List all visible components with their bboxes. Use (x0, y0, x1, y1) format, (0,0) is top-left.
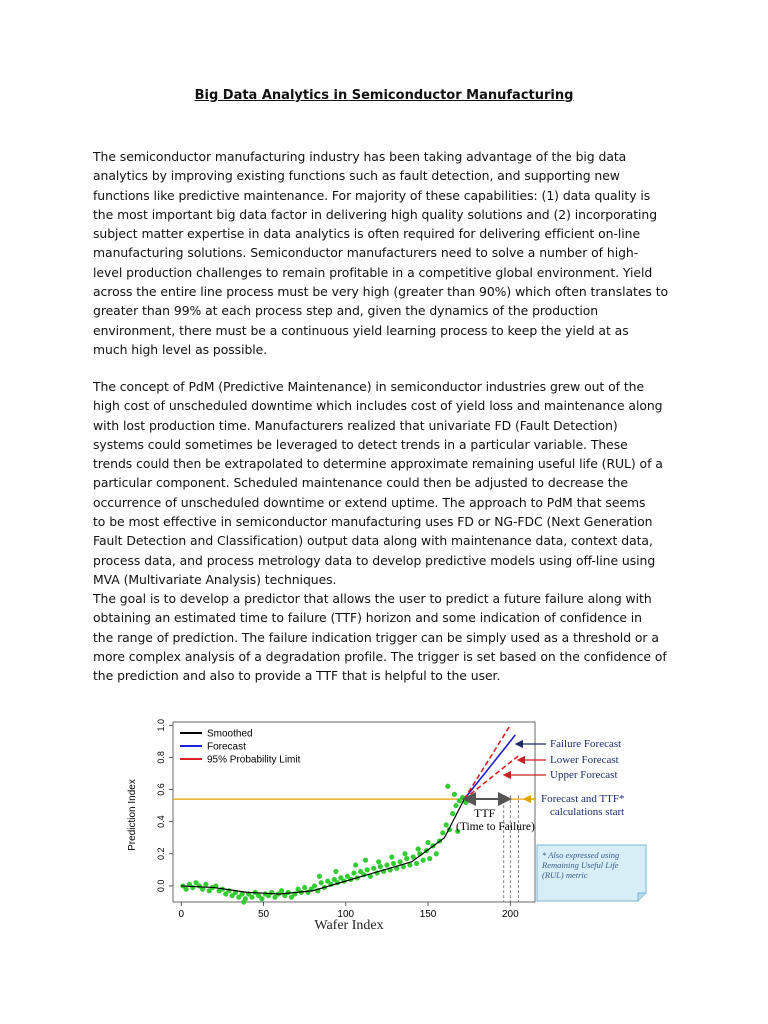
y-tick-label: 1.0 (156, 718, 166, 732)
ttf-sublabel: (Time to Failure) (456, 821, 535, 833)
rul-note-line-1: * Also expressed using (542, 850, 620, 860)
data-point (450, 811, 455, 816)
paragraph-goal (93, 589, 693, 685)
lower-forecast-label: Lower Forecast (550, 754, 619, 766)
data-point (312, 883, 317, 888)
data-point (421, 858, 426, 863)
text-line: MVA (Multivariate Analysis) techniques. (93, 571, 337, 587)
document-title: Big Data Analytics in Semiconductor Manufacturing (194, 88, 574, 103)
text-line: environment, there must be a continuous yield learning process to keep the yield at as (93, 322, 629, 338)
data-point (376, 859, 381, 864)
x-tick-label: 150 (419, 909, 437, 920)
x-tick-label: 50 (257, 909, 270, 920)
data-point (302, 885, 307, 890)
text-line: particular component. Scheduled maintenance could then be adjusted to decrease the (93, 475, 628, 491)
data-point (397, 859, 402, 864)
text-line: subject matter expertise in data analytics is often required for delivering efficient on-line (93, 226, 641, 242)
y-tick-label: 0.2 (156, 847, 166, 861)
data-point (279, 888, 284, 893)
text-line: with lost production time. Manufacturers realized that univariate FD (Fault Detection) (93, 417, 618, 433)
text-line: systems could sometimes be leveraged to detect trends in a particular variable. These (93, 436, 628, 452)
text-line: to be most effective in semiconductor manufacturing uses FD or NG-FDC (Next Generation (93, 514, 653, 530)
text-line: process data, and process metrology data to develop predictive models using off-line using (93, 552, 656, 568)
legend-label-probability: 95% Probability Limit (207, 754, 301, 766)
text-line: The concept of PdM (Predictive Maintenance) in semiconductor industries grew out of the (93, 379, 645, 394)
data-point (318, 880, 323, 885)
prediction-chart (118, 715, 658, 930)
text-line: The semiconductor manufacturing industry has been taking advantage of the big data (93, 149, 627, 164)
y-tick-label: 0.4 (156, 815, 166, 828)
text-line: trends could then be extrapolated to determine approximate remaining useful life (RUL) of a (93, 456, 663, 472)
text-line: functions like predictive maintenance. For majority of these capabilities: (1) data quality is (93, 187, 651, 203)
upper-forecast-label: Upper Forecast (550, 769, 618, 781)
rul-note-fold (638, 893, 646, 901)
data-point (391, 861, 396, 866)
data-point (378, 864, 383, 869)
text-line: analytics by improving existing functions such as fault detection, and supporting new (93, 168, 620, 184)
forecast-start-label: Forecast and TTF* (541, 793, 625, 805)
x-tick-label: 200 (501, 909, 519, 920)
text-line: obtaining an estimated time to failure (TTF) horizon and some indication of confidence in (93, 610, 642, 626)
y-tick-label: 0.6 (156, 783, 166, 796)
rul-note-line-2: Remaining Useful Life (542, 860, 619, 870)
data-point (365, 867, 370, 872)
paragraph-pdm (93, 377, 693, 589)
data-point (363, 858, 368, 863)
legend-label-forecast: Forecast (207, 741, 246, 753)
data-point (184, 887, 189, 892)
y-axis-label: Prediction Index (127, 779, 138, 851)
legend-label-smoothed: Smoothed (207, 728, 253, 740)
prediction-figure (118, 715, 658, 930)
data-point (351, 870, 356, 875)
data-point (241, 899, 246, 904)
text-line: The goal is to develop a predictor that allows the user to predict a future failure along with (93, 591, 652, 606)
text-line: level production challenges to remain profitable in a competitive global environment. Yield (93, 264, 653, 280)
data-point (389, 854, 394, 859)
data-point (402, 851, 407, 856)
data-point (416, 846, 421, 851)
data-point (452, 792, 457, 797)
failure-forecast-label: Failure Forecast (550, 738, 622, 750)
text-line: greater than 99% at each process step and, given the dynamics of the production (93, 303, 599, 319)
data-point (286, 890, 291, 895)
data-point (440, 830, 445, 835)
y-tick-label: 0.8 (156, 751, 166, 764)
text-line: across the entire line process must be very high (greater than 90%) which often translates to (93, 284, 669, 300)
data-point (353, 862, 358, 867)
data-point (445, 784, 450, 789)
x-axis-label: Wafer Index (314, 918, 384, 930)
data-point (427, 856, 432, 861)
data-point (249, 895, 254, 900)
text-line: the range of prediction. The failure indication trigger can be simply used as a threshold or a (93, 629, 659, 645)
forecast-start-label-2: calculations start (550, 806, 625, 818)
x-tick-label: 0 (178, 909, 185, 920)
text-line: more complex analysis of a degradation profile. The trigger is set based on the confidence of (93, 648, 667, 664)
data-point (259, 896, 264, 901)
data-point (434, 851, 439, 856)
data-point (203, 882, 208, 887)
data-point (190, 885, 195, 890)
paragraph-intro (93, 147, 693, 359)
text-line: manufacturing solutions. Semiconductor manufacturers need to solve a number of high- (93, 245, 639, 261)
ttf-label: TTF (474, 806, 496, 820)
data-point (317, 874, 322, 879)
data-point (414, 861, 419, 866)
text-line: much high level as possible. (93, 341, 268, 357)
data-point (404, 856, 409, 861)
text-line: the most important big data factor in delivering high quality solutions and (2) incorporating (93, 206, 658, 222)
y-tick-label: 0.0 (156, 879, 166, 893)
data-point (453, 803, 458, 808)
data-point (425, 840, 430, 845)
text-line: high cost of unscheduled downtime which includes cost of yield loss and maintenance along (93, 398, 663, 414)
data-point (444, 822, 449, 827)
text-line: Fault Detection and Classification) output data along with maintenance data, context data, (93, 533, 653, 549)
data-point (333, 869, 338, 874)
x-tick-label: 100 (337, 909, 355, 920)
data-point (384, 862, 389, 867)
rul-note-line-3: (RUL) metric (542, 870, 588, 880)
data-point (371, 866, 376, 871)
text-line: occurrence of unscheduled downtime or extend uptime. The approach to PdM that seems (93, 494, 646, 510)
text-line: the prediction and also to provide a TTF that is helpful to the user. (93, 668, 501, 684)
rul-note (537, 845, 646, 901)
